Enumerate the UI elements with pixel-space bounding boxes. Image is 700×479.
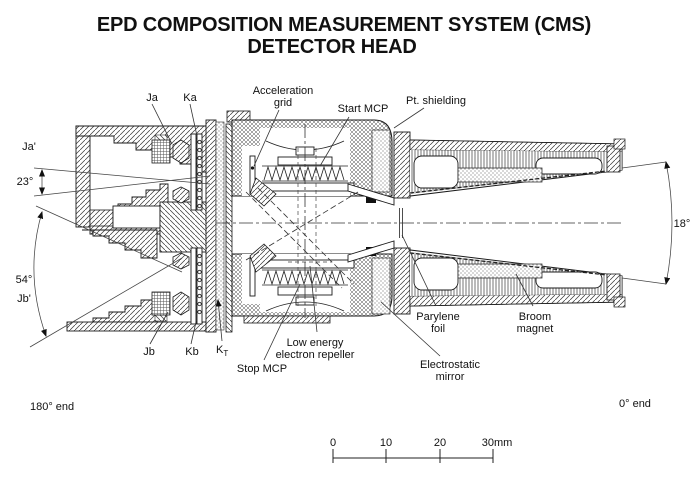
scale-tick-10: 10 — [379, 437, 393, 449]
label-electrostatic-mirror-2: mirror — [435, 371, 465, 383]
jb-foil-holder — [152, 292, 170, 315]
label-jb: Jb — [143, 346, 155, 358]
title-line2: DETECTOR HEAD — [247, 36, 417, 58]
label-jb-prime: Jb' — [17, 293, 31, 305]
label-acceleration-grid-1: Acceleration — [252, 85, 314, 97]
horn-flange-top — [394, 132, 410, 198]
central-housing — [226, 111, 403, 332]
label-stop-mcp: Stop MCP — [236, 363, 288, 375]
ja-foil-holder — [152, 140, 170, 163]
mid-spacer — [90, 210, 113, 226]
scale-bar — [330, 437, 512, 463]
fan-18-arc — [666, 162, 672, 284]
label-ka: Ka — [183, 92, 197, 104]
collimator-right-wall — [206, 120, 216, 332]
label-angle-18: 18° — [673, 218, 691, 230]
label-0-end: 0° end — [619, 398, 651, 410]
sensor-stack-lower — [152, 248, 202, 324]
fan-18-lines — [622, 162, 666, 284]
label-electrostatic-mirror-1: Electrostatic — [420, 359, 480, 371]
label-pt-shielding: Pt. shielding — [406, 95, 466, 107]
label-acceleration-grid-2: grid — [273, 97, 293, 109]
ka-plate — [191, 134, 196, 210]
lower-bottom-baffle — [93, 300, 157, 322]
fan-54-arc — [34, 212, 46, 336]
label-parylene-1: Parylene — [416, 311, 460, 323]
kt-plate — [216, 122, 224, 330]
kb-plate — [191, 248, 196, 324]
lower-base-plate — [67, 322, 206, 331]
scale-tick-0: 0 — [329, 437, 337, 449]
label-repeller-1: Low energy — [286, 337, 344, 349]
label-broom-2: magnet — [516, 323, 554, 335]
label-180-end: 180° end — [30, 401, 75, 413]
label-start-mcp: Start MCP — [337, 103, 389, 115]
jb-diamond — [173, 292, 189, 315]
label-ja-prime: Ja' — [22, 141, 36, 153]
label-kt: $K_T$ — [216, 344, 229, 358]
label-broom-1: Broom — [518, 311, 552, 323]
label-angle-54: 54° — [15, 274, 33, 286]
housing-left-wall — [226, 124, 232, 332]
collimator-left-wall — [76, 126, 90, 227]
label-ja: Ja — [146, 92, 158, 104]
label-repeller-2: electron repeller — [275, 349, 355, 361]
scale-tick-20: 20 — [433, 437, 447, 449]
ja-diamond — [173, 140, 189, 163]
title-line1: EPD COMPOSITION MEASUREMENT SYSTEM (CMS) — [96, 14, 592, 36]
scale-ticks — [333, 449, 493, 463]
pt-shielding-plate-bottom — [372, 258, 390, 314]
mid-housing-box — [113, 206, 160, 228]
pt-shielding-plate-top — [372, 130, 390, 192]
scale-tick-30mm: 30mm — [481, 437, 513, 449]
label-angle-23: 23° — [16, 176, 34, 188]
label-kb: Kb — [185, 346, 199, 358]
label-parylene-2: foil — [430, 323, 446, 335]
horn-flange-bottom — [394, 248, 410, 314]
